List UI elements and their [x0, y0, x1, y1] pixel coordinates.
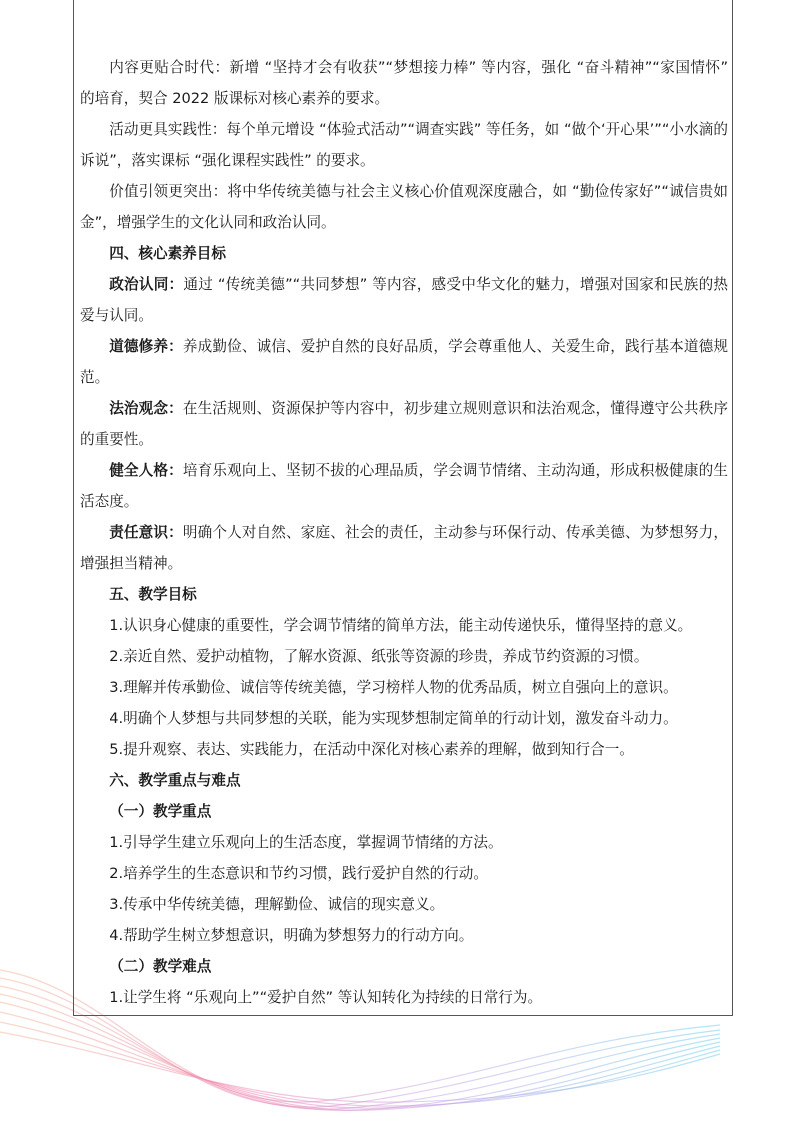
literacy-label: 道德修养：	[109, 338, 183, 355]
focus-item: 3.传承中华传统美德，理解勤俭、诚信的现实意义。	[109, 896, 445, 913]
literacy-text: 养成勤俭、诚信、爱护自然的良好品质，学会尊重他人、关爱生命，践行基本道德规范。	[80, 338, 728, 386]
subheading-difficulty: （二）教学难点	[109, 958, 212, 975]
literacy-text: 明确个人对自然、家庭、社会的责任，主动参与环保行动、传承美德、为梦想努力，增强担当精神。	[80, 524, 728, 572]
literacy-item	[80, 455, 728, 517]
literacy-label: 责任意识：	[109, 524, 183, 541]
focus-item: 2.培养学生的生态意识和节约习惯，践行爱护自然的行动。	[109, 865, 488, 882]
literacy-item	[80, 393, 728, 455]
literacy-label: 健全人格：	[109, 462, 183, 479]
goal-item: 1.认识身心健康的重要性，学会调节情绪的简单方法，能主动传递快乐，懂得坚持的意义。	[109, 617, 693, 634]
literacy-item	[80, 269, 728, 331]
goal-item: 4.明确个人梦想与共同梦想的关联，能为实现梦想制定简单的行动计划，激发奋斗动力。	[109, 710, 678, 727]
literacy-label: 法治观念：	[109, 400, 183, 417]
focus-item: 4.帮助学生树立梦想意识，明确为梦想努力的行动方向。	[109, 927, 474, 944]
intro-paragraph: 价值引领更突出：将中华传统美德与社会主义核心价值观深度融合，如 “勤俭传家好”“诚信贵如金”，增强学生的文化认同和政治认同。	[80, 183, 728, 231]
focus-item: 1.引导学生建立乐观向上的生活态度，掌握调节情绪的方法。	[109, 834, 503, 851]
section-heading-teaching-goals: 五、教学目标	[109, 586, 197, 603]
literacy-item	[80, 331, 728, 393]
literacy-item	[80, 517, 728, 579]
section-heading-core-literacy: 四、核心素养目标	[109, 245, 226, 262]
goal-item: 3.理解并传承勤俭、诚信等传统美德，学习榜样人物的优秀品质，树立自强向上的意识。	[109, 679, 678, 696]
document-body	[80, 52, 728, 1013]
literacy-label: 政治认同：	[109, 276, 184, 293]
subheading-focus: （一）教学重点	[109, 803, 212, 820]
goal-item: 5.提升观察、表达、实践能力，在活动中深化对核心素养的理解，做到知行合一。	[109, 741, 634, 758]
literacy-text: 通过 “传统美德”“共同梦想” 等内容，感受中华文化的魅力，增强对国家和民族的热爱与认同。	[80, 276, 728, 324]
difficulty-item: 1.让学生将 “乐观向上”“爱护自然” 等认知转化为持续的日常行为。	[109, 989, 543, 1006]
intro-paragraph: 内容更贴合时代：新增 “坚持才会有收获”“梦想接力棒” 等内容，强化 “奋斗精神”“家国情怀” 的培育，契合 2022 版课标对核心素养的要求。	[80, 59, 728, 107]
intro-paragraph: 活动更具实践性：每个单元增设 “体验式活动”“调查实践” 等任务，如 “做个‘开心果’”“小水滴的诉说”，落实课标 “强化课程实践性” 的要求。	[80, 121, 728, 169]
section-heading-key-points: 六、教学重点与难点	[109, 772, 241, 789]
literacy-text: 在生活规则、资源保护等内容中，初步建立规则意识和法治观念，懂得遵守公共秩序的重要性。	[80, 400, 728, 448]
literacy-text: 培育乐观向上、坚韧不拔的心理品质，学会调节情绪、主动沟通，形成积极健康的生活态度。	[80, 462, 728, 510]
goal-item: 2.亲近自然、爱护动植物，了解水资源、纸张等资源的珍贵，养成节约资源的习惯。	[109, 648, 649, 665]
